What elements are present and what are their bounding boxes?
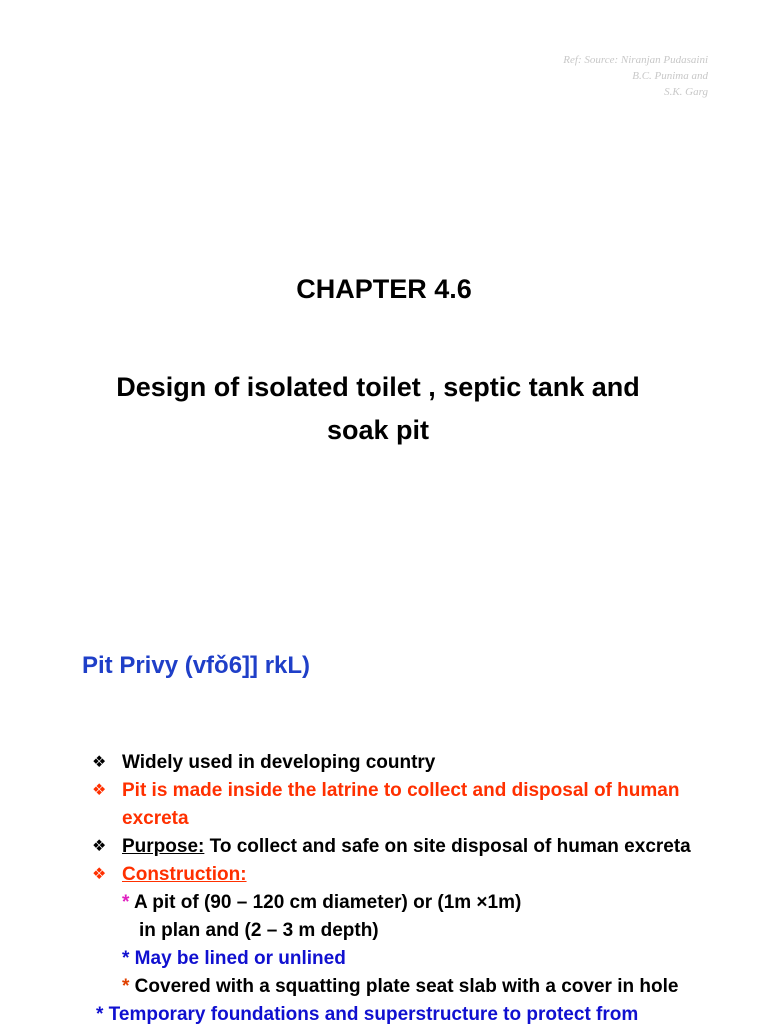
squatting-plate-text: Covered with a squatting plate seat slab with a cover in hole xyxy=(129,976,679,997)
bullet-pit-inside-line-2: excreta xyxy=(122,808,189,829)
reference-line-1: Ref: Source: Niranjan Pudasaini xyxy=(563,54,708,66)
lined-text: May be lined or unlined xyxy=(129,948,346,969)
purpose-label: Purpose: xyxy=(122,836,205,857)
asterisk-marker: * xyxy=(122,892,130,913)
bullet-pit-inside-line-1: Pit is made inside the latrine to collect and disposal of human xyxy=(122,780,680,801)
construction-item-pit-size xyxy=(122,889,521,917)
pit-size-line-1: A pit of (90 – 120 cm diameter) or (1m ×1m) xyxy=(129,892,522,913)
diamond-bullet-icon: ❖ xyxy=(92,838,107,855)
diamond-bullet-icon: ❖ xyxy=(92,866,107,883)
asterisk-marker: * xyxy=(122,948,130,969)
diamond-bullet-icon: ❖ xyxy=(92,754,107,771)
diamond-bullet-icon: ❖ xyxy=(92,782,107,799)
reference-source xyxy=(563,52,708,100)
purpose-text: To collect and safe on site disposal of human excreta xyxy=(204,836,691,857)
asterisk-marker: * xyxy=(96,1004,104,1025)
temporary-foundations-text: Temporary foundations and superstructure to protect from xyxy=(103,1004,639,1025)
title-line-1: Design of isolated toilet , septic tank and xyxy=(116,372,640,402)
document-title xyxy=(40,366,716,452)
section-heading: Pit Privy (vfǒ6]] rkL) xyxy=(82,652,311,679)
reference-line-3: S.K. Garg xyxy=(664,86,708,98)
reference-line-2: B.C. Punima and xyxy=(632,70,708,82)
construction-item-lined xyxy=(122,945,346,973)
chapter-heading: CHAPTER 4.6 xyxy=(296,274,472,304)
construction-item-squatting-plate xyxy=(122,973,678,1001)
construction-item-temporary-foundations xyxy=(96,1001,638,1029)
bullet-purpose xyxy=(122,833,691,861)
asterisk-marker: * xyxy=(122,976,130,997)
title-line-2: soak pit xyxy=(326,415,430,445)
pit-size-line-2: in plan and (2 – 3 m depth) xyxy=(139,920,379,941)
construction-label: Construction: xyxy=(122,864,247,885)
bullet-developing-country: Widely used in developing country xyxy=(122,752,436,773)
